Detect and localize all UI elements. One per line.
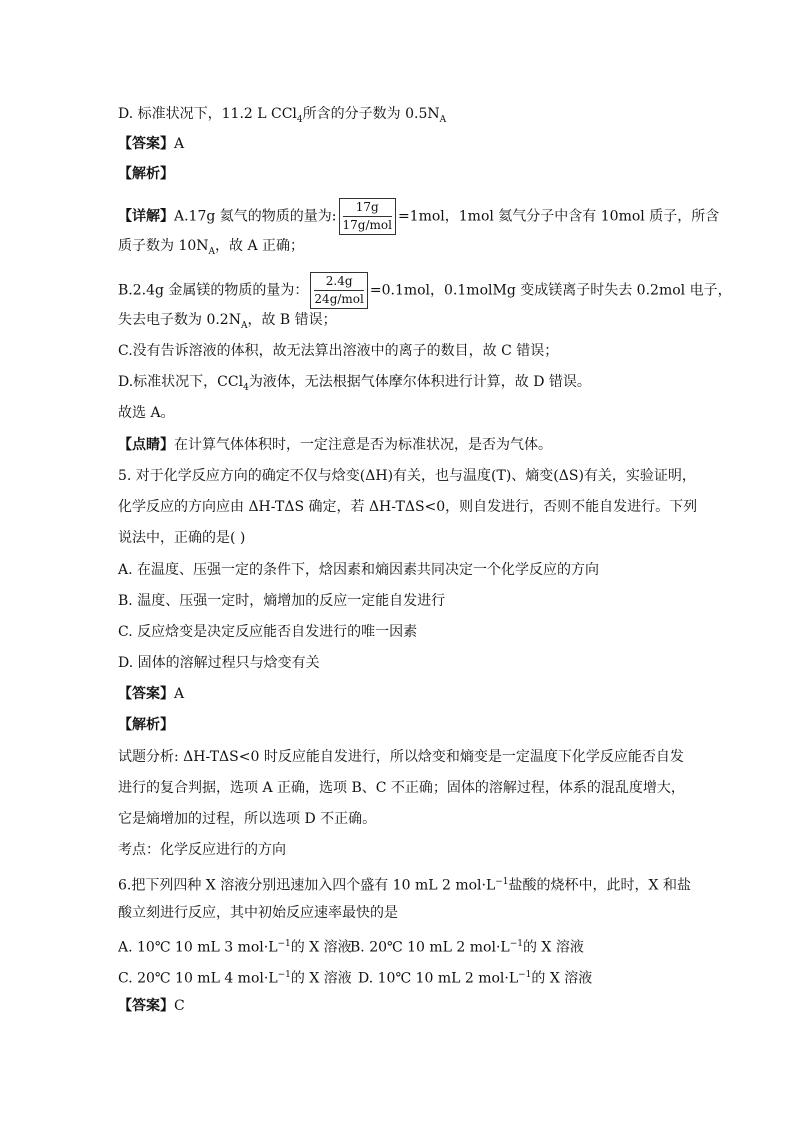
q4-option-d: D. 标准状况下，11.2 L CCl$_4$所含的分子数为 $0.5N_A$	[118, 106, 447, 125]
q6-option-d: D. 10℃ 10 mL 2 $mol\cdot L^{-1}$的 X 溶液	[358, 970, 593, 987]
q4-detail-d: D.标准状况下，CCl$_4$为液体，无法根据气体摩尔体积进行计算，故 D 错误。	[118, 374, 591, 393]
q5-stem-line1: 5. 对于化学反应方向的确定不仅与焓变(ΔH)有关，也与温度(T)、熵变(ΔS)有关，实验证明，	[118, 468, 696, 484]
q5-keypoint: 考点：化学反应进行的方向	[118, 842, 286, 858]
q4-analysis-label: 【解析】	[118, 166, 174, 182]
q4-answer: 【答案】A	[118, 136, 185, 152]
q5-option-b: B. 温度、压强一定时，熵增加的反应一定能自发进行	[118, 593, 446, 609]
q6-stem-line2: 酸立刻进行反应，其中初始反应速率最快的是	[118, 905, 398, 921]
fraction-a: $\frac{17g}{\text{17g/mol}}$	[339, 198, 396, 235]
q5-analysis-line3: 它是熵增加的过程，所以选项 D 不正确。	[118, 811, 377, 827]
q6-option-c: C. 20℃ 10 mL 4 $mol\cdot L^{-1}$的 X 溶液	[118, 970, 352, 987]
fraction-b: $\frac{2.4g}{\text{24g/mol}}$	[310, 272, 367, 309]
q5-analysis-line2: 进行的复合判据，选项 A 正确，选项 B、C 不正确；固体的溶解过程，体系的混乱度增大，	[118, 780, 685, 796]
q5-stem-line3: 说法中，正确的是( )	[118, 530, 246, 546]
q5-analysis-label: 【解析】	[118, 717, 174, 733]
q4-detail-a-line2: 质子数为 $10N_A$，故 A 正确；	[118, 238, 305, 257]
q6-option-b: B. 20℃ 10 mL 2 $mol\cdot L^{-1}$的 X 溶液	[350, 939, 584, 956]
q4-note: 【点睛】在计算气体体积时，一定注意是否为标准状况，是否为气体。	[118, 437, 552, 453]
q5-option-c: C. 反应焓变是决定反应能否自发进行的唯一因素	[118, 624, 418, 640]
q6-answer: 【答案】C	[118, 998, 185, 1014]
q6-option-a: A. 10℃ 10 mL 3 $mol\cdot L^{-1}$的 X 溶液	[118, 939, 352, 956]
q4-detail-b: B.2.4g 金属镁的物质的量为： $\frac{2.4g}{\text{24g/mol}}$ =0.1mol，0.1molMg 变成镁离子时失去 0.2mol 电子，	[118, 272, 732, 309]
q5-option-a: A. 在温度、压强一定的条件下，焓因素和熵因素共同决定一个化学反应的方向	[118, 562, 600, 578]
q5-analysis-line1: 试题分析: ΔH-TΔS<0 时反应能自发进行，所以焓变和熵变是一定温度下化学反应能否自发	[118, 749, 684, 765]
q4-detail-a: 【详解】A.17g 氦气的物质的量为: $\frac{17g}{\text{17g/mol}}$ =1mol，1mol 氦气分子中含有 10mol 质子，所含	[118, 198, 719, 235]
q6-stem-line1: 6.把下列四种 X 溶液分别迅速加入四个盛有 10 mL 2 $mol\cdot L^{-1}$盐酸的烧杯中，此时，X 和盐	[118, 877, 691, 894]
q4-detail-c: C.没有告诉溶液的体积，故无法算出溶液中的离子的数目，故 C 错误；	[118, 343, 559, 359]
q4-conclusion: 故选 A。	[118, 405, 175, 421]
q5-stem-line2: 化学反应的方向应由 ΔH-TΔS 确定，若 ΔH-TΔS<0，则自发进行，否则不能自发进行。下列	[118, 499, 698, 515]
q5-option-d: D. 固体的溶解过程只与焓变有关	[118, 655, 320, 671]
q4-detail-b-line2: 失去电子数为 $0.2N_A$，故 B 错误；	[118, 312, 337, 331]
q5-answer: 【答案】A	[118, 686, 185, 702]
